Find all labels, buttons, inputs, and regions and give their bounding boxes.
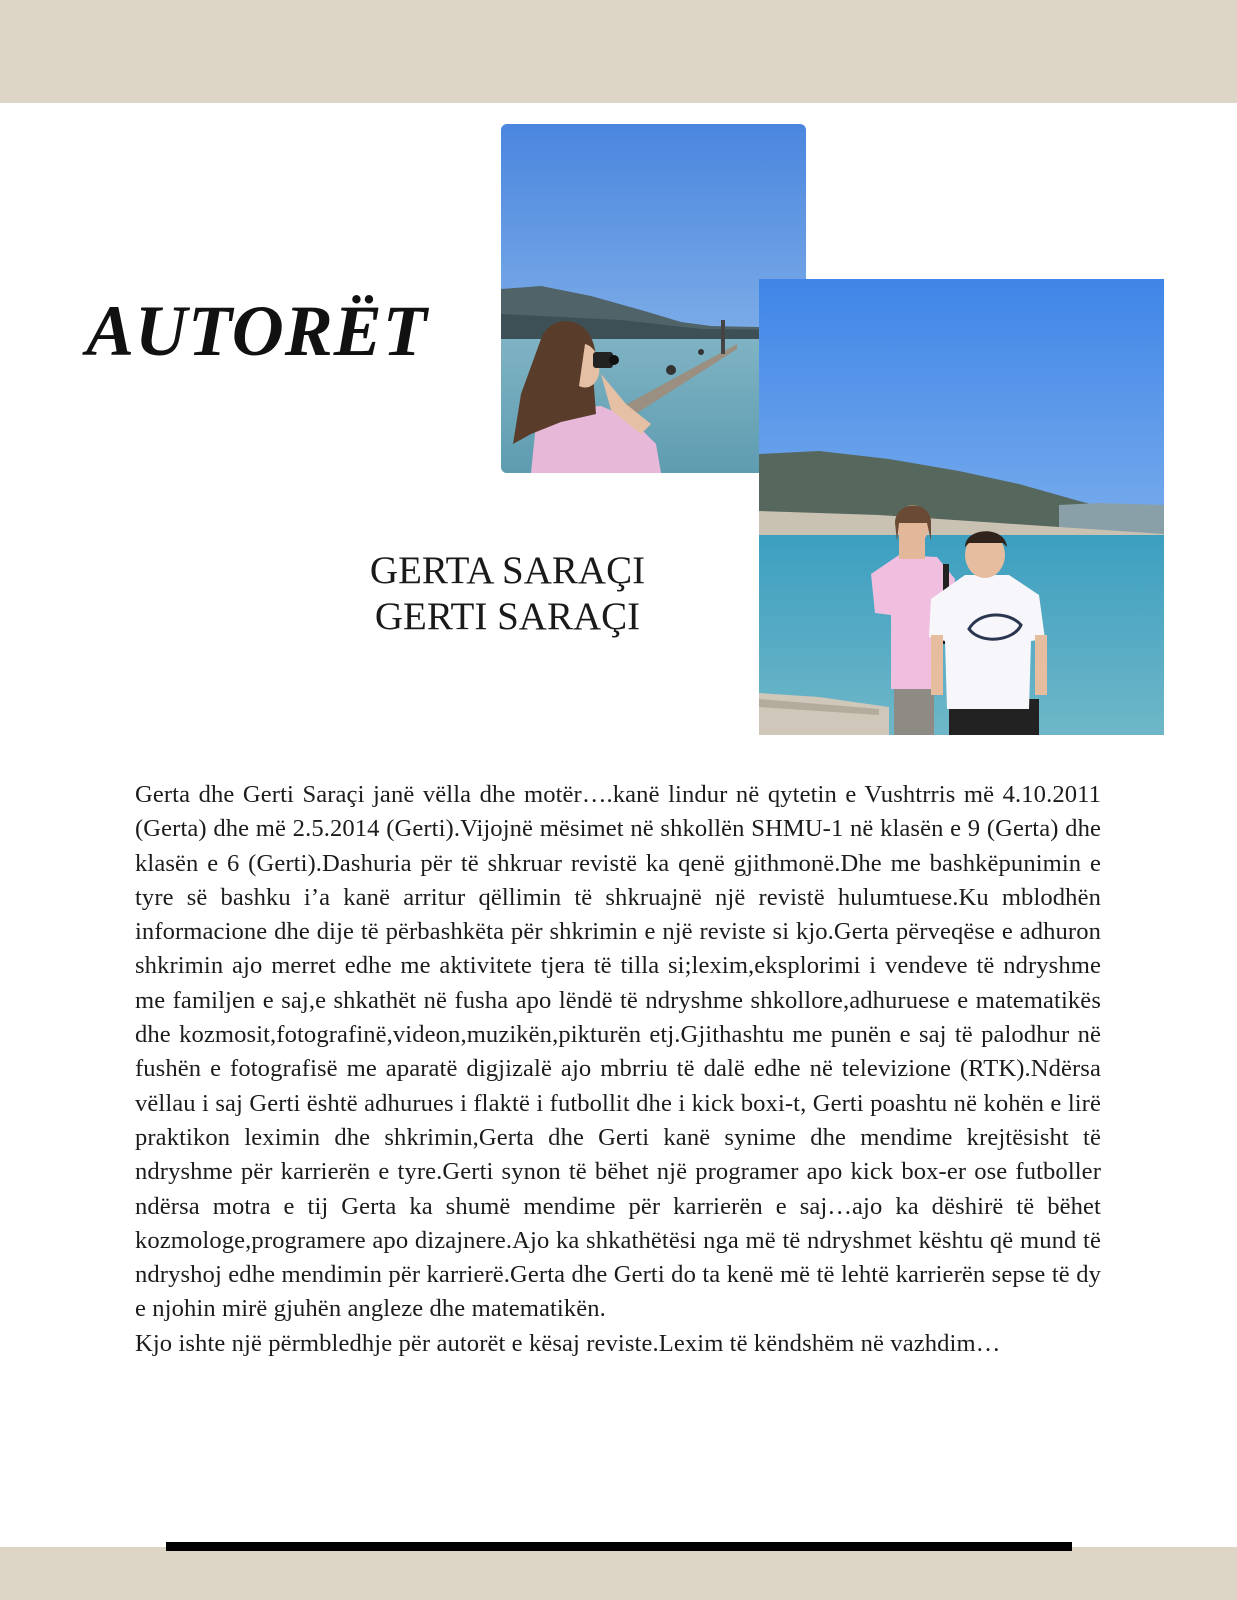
author-photo-siblings-lake: [759, 279, 1164, 735]
authors-biography: [135, 778, 1101, 1361]
closing-paragraph: Kjo ishte një përmbledhje për autorët e kësaj reviste.Lexim të këndshëm në vazhdim…: [135, 1329, 1001, 1357]
page-title: AUTORËT: [86, 291, 428, 371]
bottom-divider-line: [166, 1542, 1072, 1551]
bottom-decorative-band: [0, 1547, 1237, 1600]
top-decorative-band: [0, 0, 1237, 103]
author-names: [300, 548, 715, 640]
biography-paragraph: Gerta dhe Gerti Saraçi janë vëlla dhe motër….kanë lindur në qytetin e Vushtrris më 4.10.2011 (Gerta) dhe më 2.5.2014 (Gerti).Vijojnë mësimet në shkollën SHMU-1 në klasën e 9 (Gerta) dhe klasën e 6 (Gerti).Dashuria për të shkruar revistë ka qenë gjithmonë.Dhe me bashkëpunimin e tyre së bashku i’a kanë arritur qëllimin të shkruajnë një revistë hulumtuese.Ku mblodhën informacione dhe dije të përbashkëta për shkrimin e një reviste si kjo.Gerta përveqëse e adhuron shkrimin ajo merret edhe me aktivitete tjera të tilla si;lexim,eksplorimi i vendeve të ndryshme me familjen e saj,e shkathët në fusha apo lëndë të ndryshme shkollore,adhuruese e matematikës dhe kozmosit,fotografinë,videon,muzikën,pikturën etj.Gjithashtu me punën e saj të palodhur në fushën e fotografisë me aparatë digjizalë ajo mbrriu të dalë edhe në televizione (RTK).Ndërsa vëllau i saj Gerti është adhurues i flaktë i futbollit dhe i kick boxi-t, Gerti poashtu në kohën e lirë praktikon leximin dhe shkrimin,Gerta dhe Gerti kanë synime dhe mendime krejtësisht të ndryshme për karrierën e tyre.Gerti synon të bëhet një programer apo kick box-er ose futboller ndërsa motra e tij Gerta ka shumë mendime për karrierën e saj…ajo ka dëshirë të bëhet kozmologe,programere apo dizajnere.Ajo ka shkathëtësi nga më të ndryshmet kështu që mund të ndryshoj edhe mendimin për karrierë.Gerta dhe Gerti do ta kenë më të lehtë karrierën sepse të dy e njohin mirë gjuhën angleze dhe matematikën.: [135, 781, 1101, 1323]
author-name: GERTI SARAÇI: [374, 595, 641, 638]
author-name: GERTA SARAÇI: [369, 549, 646, 592]
photo-siblings-lake-image: [759, 279, 1164, 735]
